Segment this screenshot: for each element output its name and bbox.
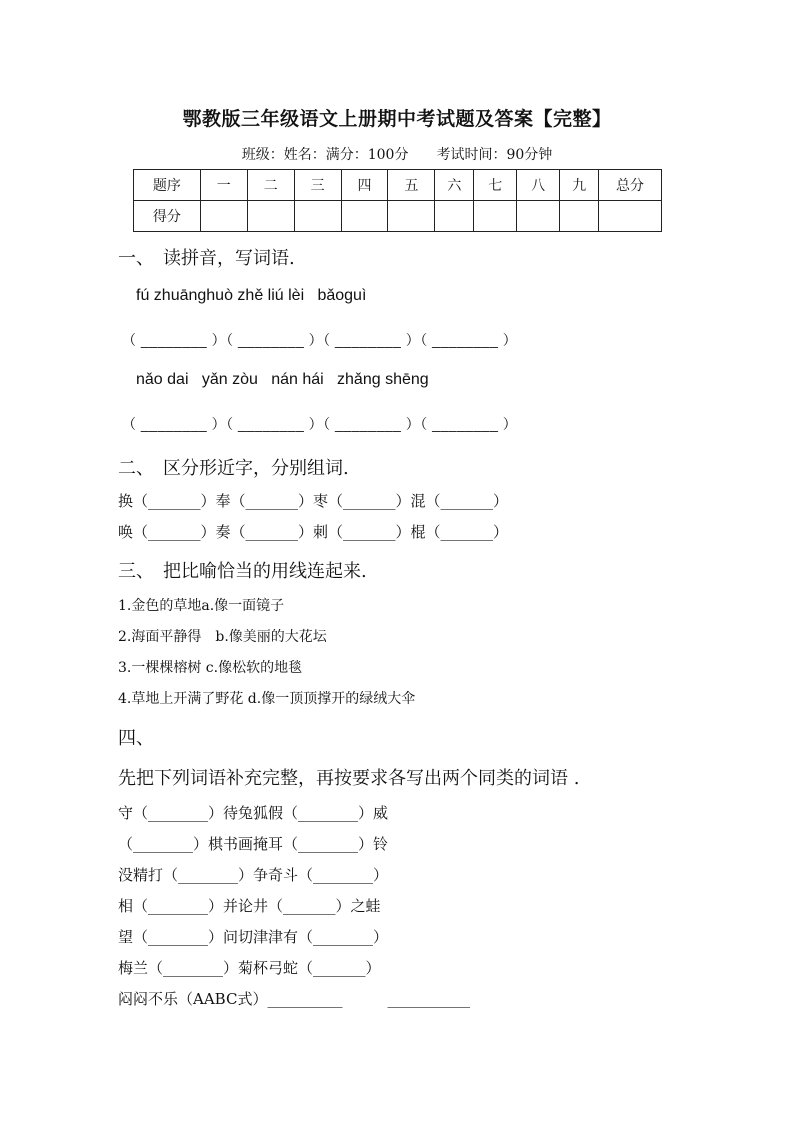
score-cell[interactable] [388,201,435,232]
score-cell[interactable] [294,201,341,232]
table-header-cell: 四 [341,170,388,201]
list-item[interactable]: 望（________）问切津津有（________） [118,928,389,946]
list-item[interactable]: （________）棋书画掩耳（________）铃 [118,835,389,853]
score-table [133,169,662,232]
list-item: 4.草地上开满了野花 d.像一顶顶撑开的绿绒大伞 [118,691,416,707]
table-header-cell: 六 [435,170,474,201]
table-header-cell: 题序 [134,170,201,201]
list-item: 2.海面平静得 b.像美丽的大花坛 [118,629,327,645]
score-table-score-row [134,201,662,232]
score-table-header-row [134,170,662,201]
section3-heading: 三、 把比喻恰当的用线连起来. [118,561,367,582]
pinyin-line: nǎo dai yǎn zòu nán hái zhǎng shēng [136,371,429,388]
list-item[interactable]: 梅兰（________）菊杯弓蛇（_______） [118,959,381,977]
list-item[interactable]: 相（________）并论井（_______）之蛙 [118,897,381,915]
table-header-cell: 五 [388,170,435,201]
table-header-cell: 三 [294,170,341,201]
answer-blanks-line[interactable]: （ ________ ）（ ________ ）（ ________ ）（ ________ ） [122,416,518,432]
score-cell[interactable] [200,201,247,232]
list-item[interactable]: 守（________）待兔狐假（________）威 [118,804,389,822]
table-header-cell: 九 [560,170,599,201]
word-group-line[interactable]: 换（_______）奉（_______）枣（_______）混（_______） [118,492,509,510]
score-cell[interactable] [599,201,662,232]
pinyin-line: fú zhuānghuò zhě liú lèi bǎoguì [136,287,367,304]
list-item: 1.金色的草地a.像一面镜子 [118,598,285,614]
table-header-cell: 七 [474,170,517,201]
score-cell[interactable] [247,201,294,232]
table-header-cell: 八 [517,170,560,201]
section1-heading: 一、 读拼音，写词语. [118,248,295,269]
answer-blanks-line[interactable]: （ ________ ）（ ________ ）（ ________ ）（ ________ ） [122,332,518,348]
table-header-cell: 一 [200,170,247,201]
score-cell[interactable] [517,201,560,232]
score-cell[interactable] [560,201,599,232]
word-group-line[interactable]: 唤（_______）奏（_______）刺（_______）棍（_______） [118,523,509,541]
page-title: 鄂教版三年级语文上册期中考试题及答案【完整】 [182,108,612,130]
list-item[interactable]: 闷闷不乐（AABC式）__________ ___________ [118,990,470,1008]
table-header-cell: 总分 [599,170,662,201]
exam-info: 班级：姓名：满分：100分 考试时间：90分钟 [241,147,553,163]
list-item: 3.一棵棵榕树 c.像松软的地毯 [118,660,303,676]
score-row-label: 得分 [134,201,201,232]
section4-instruction: 先把下列词语补充完整，再按要求各写出两个同类的词语 . [118,768,580,789]
section4-heading: 四、 [118,728,154,749]
score-cell[interactable] [474,201,517,232]
list-item[interactable]: 没精打（________）争奇斗（________） [118,866,389,884]
table-header-cell: 二 [247,170,294,201]
score-cell[interactable] [435,201,474,232]
section2-heading: 二、 区分形近字，分别组词. [118,458,349,479]
score-cell[interactable] [341,201,388,232]
